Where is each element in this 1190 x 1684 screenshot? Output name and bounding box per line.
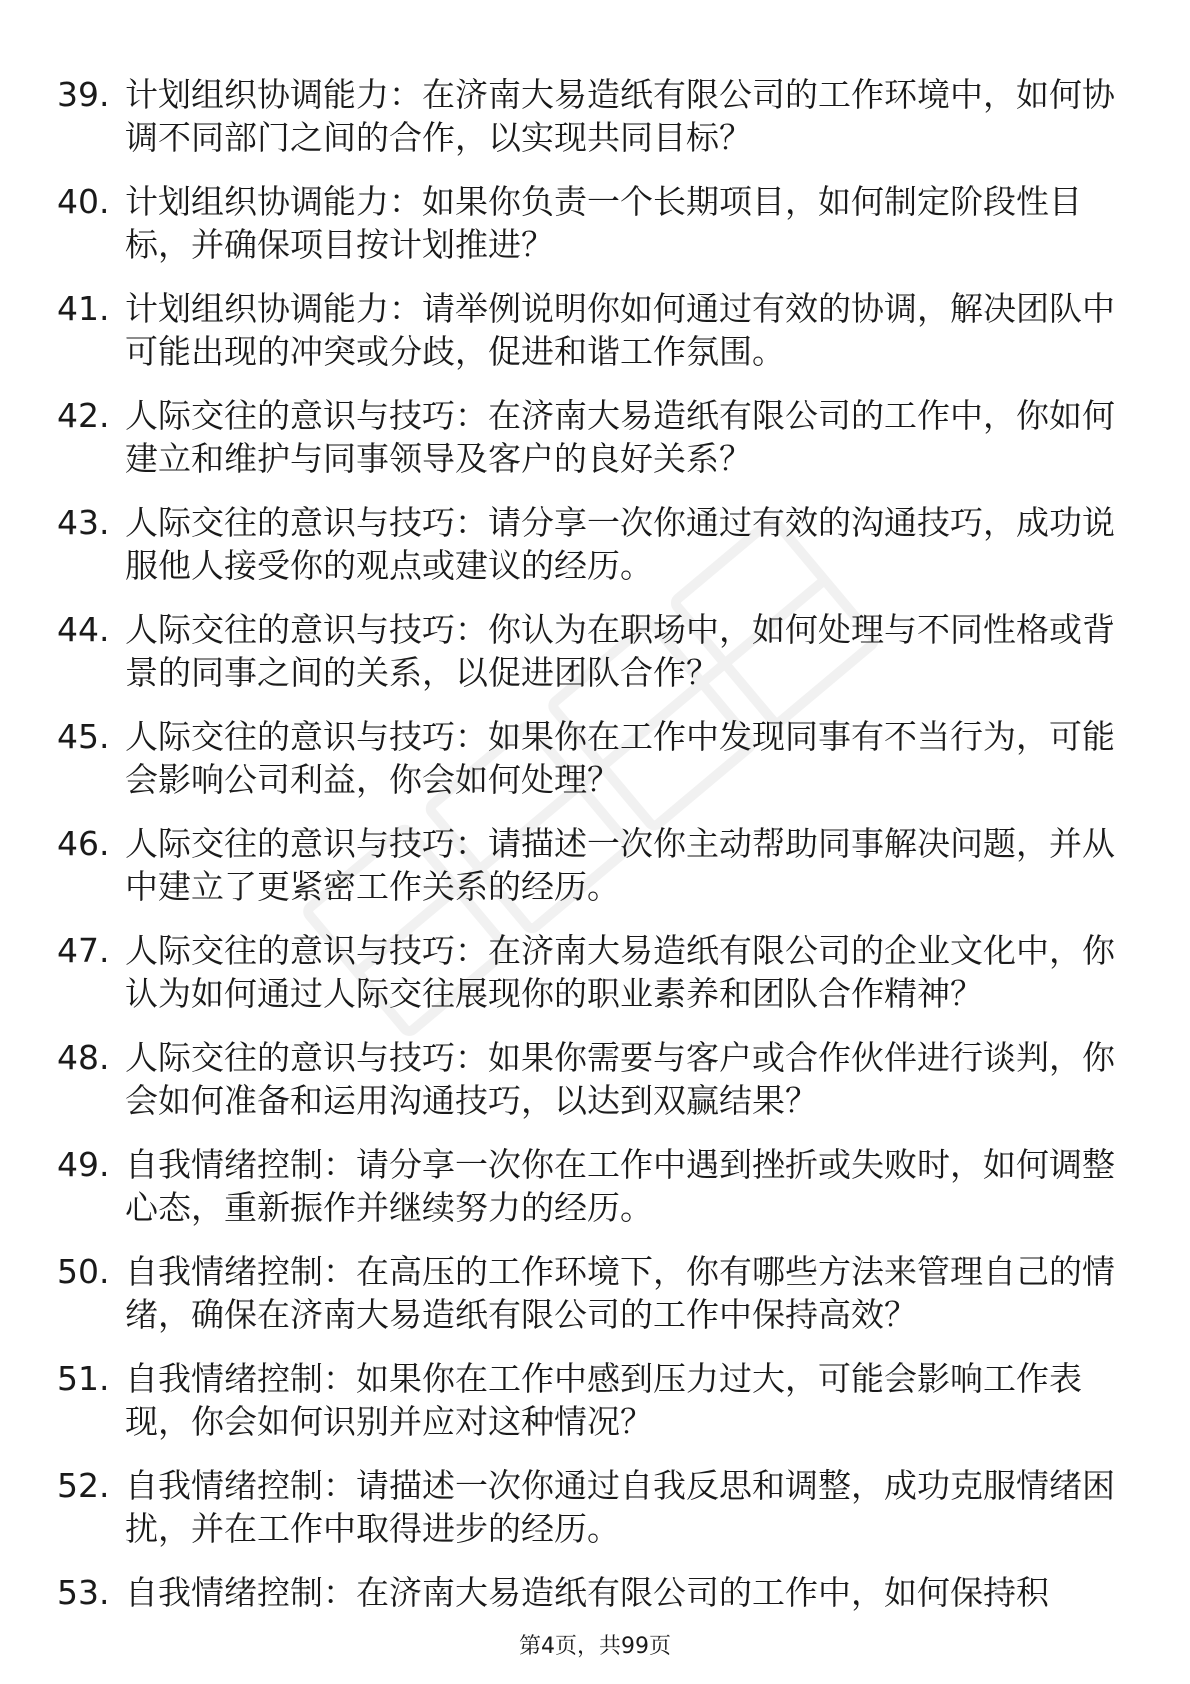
question-text: 人际交往的意识与技巧：在济南大易造纸有限公司的企业文化中，你认为如何通过人际交往展现你的职业素养和团队合作精神？ <box>125 931 1115 1013</box>
question-number: 42. <box>57 396 110 435</box>
question-item <box>57 715 1117 801</box>
question-text: 人际交往的意识与技巧：你认为在职场中，如何处理与不同性格或背景的同事之间的关系，以促进团队合作？ <box>125 610 1115 692</box>
question-number: 43. <box>57 503 110 542</box>
question-text: 自我情绪控制：请分享一次你在工作中遇到挫折或失败时，如何调整心态，重新振作并继续努力的经历。 <box>125 1145 1115 1227</box>
question-item <box>57 1036 1117 1122</box>
question-text: 人际交往的意识与技巧：如果你在工作中发现同事有不当行为，可能会影响公司利益，你会如何处理？ <box>125 717 1115 799</box>
question-number: 51. <box>57 1359 110 1398</box>
question-text: 人际交往的意识与技巧：如果你需要与客户或合作伙伴进行谈判，你会如何准备和运用沟通技巧，以达到双赢结果？ <box>125 1038 1115 1120</box>
question-text: 自我情绪控制：如果你在工作中感到压力过大，可能会影响工作表现，你会如何识别并应对这种情况？ <box>125 1359 1082 1441</box>
question-text: 计划组织协调能力：请举例说明你如何通过有效的协调，解决团队中可能出现的冲突或分歧，促进和谐工作氛围。 <box>125 289 1115 371</box>
question-item <box>57 929 1117 1015</box>
question-item <box>57 1571 1117 1614</box>
question-number: 53. <box>57 1573 110 1612</box>
question-number: 39. <box>57 75 110 114</box>
question-text: 自我情绪控制：请描述一次你通过自我反思和调整，成功克服情绪困扰，并在工作中取得进步的经历。 <box>125 1466 1115 1548</box>
question-item <box>57 73 1117 159</box>
question-number: 40. <box>57 182 110 221</box>
question-item <box>57 608 1117 694</box>
question-text: 自我情绪控制：在高压的工作环境下，你有哪些方法来管理自己的情绪，确保在济南大易造纸有限公司的工作中保持高效？ <box>125 1252 1115 1334</box>
question-item <box>57 1464 1117 1550</box>
question-number: 44. <box>57 610 110 649</box>
question-list <box>57 73 1117 1635</box>
question-number: 49. <box>57 1145 110 1184</box>
question-text: 计划组织协调能力：如果你负责一个长期项目，如何制定阶段性目标，并确保项目按计划推进？ <box>125 182 1082 264</box>
question-item <box>57 1143 1117 1229</box>
question-text: 人际交往的意识与技巧：请分享一次你通过有效的沟通技巧，成功说服他人接受你的观点或建议的经历。 <box>125 503 1115 585</box>
page-footer: 第4页，共99页 <box>519 1634 671 1659</box>
question-number: 41. <box>57 289 110 328</box>
question-number: 50. <box>57 1252 110 1291</box>
question-text: 自我情绪控制：在济南大易造纸有限公司的工作中，如何保持积 <box>125 1573 1049 1612</box>
question-item <box>57 180 1117 266</box>
question-number: 47. <box>57 931 110 970</box>
question-number: 46. <box>57 824 110 863</box>
question-number: 45. <box>57 717 110 756</box>
question-item <box>57 1250 1117 1336</box>
question-item <box>57 394 1117 480</box>
question-text: 人际交往的意识与技巧：请描述一次你主动帮助同事解决问题，并从中建立了更紧密工作关系的经历。 <box>125 824 1115 906</box>
question-text: 计划组织协调能力：在济南大易造纸有限公司的工作环境中，如何协调不同部门之间的合作，以实现共同目标？ <box>125 75 1115 157</box>
question-number: 48. <box>57 1038 110 1077</box>
question-item <box>57 501 1117 587</box>
question-number: 52. <box>57 1466 110 1505</box>
question-item <box>57 822 1117 908</box>
question-item <box>57 1357 1117 1443</box>
question-item <box>57 287 1117 373</box>
question-text: 人际交往的意识与技巧：在济南大易造纸有限公司的工作中，你如何建立和维护与同事领导及客户的良好关系？ <box>125 396 1115 478</box>
